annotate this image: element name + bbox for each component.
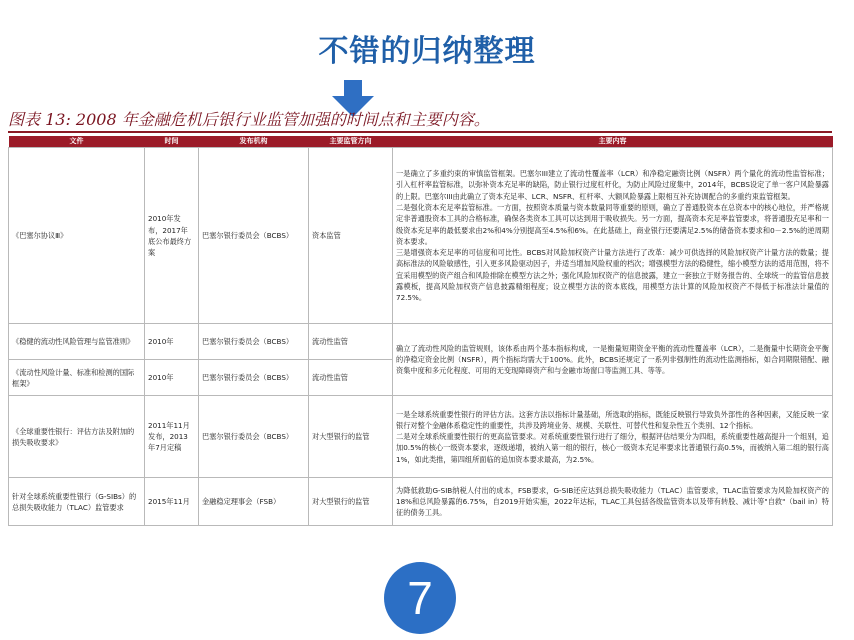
table-row <box>9 324 833 360</box>
cell-content <box>393 148 833 324</box>
cell-time: 2010年 <box>145 324 199 360</box>
content-paragraph: 二是对全球系统重要性银行的更高监管要求。对系统重要性银行进行了细分，根据评估结果分为四组，系统重要性越高提升一个组别，追加0.5%的核心一级资本要求，逐级递增，被纳入第一组的银行，核心一级资本充足率要求比普通银行高0.5%，而被纳入第二组的银行高1%，如此类推，第四组所面临的追加资本要求最高，为2.5%。 <box>396 432 829 464</box>
cell-org: 巴塞尔银行委员会（BCBS） <box>199 148 309 324</box>
cell-content <box>393 478 833 526</box>
header-file: 文件 <box>9 136 145 148</box>
cell-time: 2011年11月发布，2013年7月定稿 <box>145 396 199 478</box>
cell-direction: 流动性监管 <box>309 360 393 396</box>
cell-org: 巴塞尔银行委员会（BCBS） <box>199 396 309 478</box>
title-rule <box>8 131 832 133</box>
cell-time: 2010年 <box>145 360 199 396</box>
cell-direction: 对大型银行的监管 <box>309 478 393 526</box>
content-paragraph: 一是确立了多重约束的审慎监管框架。巴塞尔III建立了流动性覆盖率（LCR）和净稳定融资比例（NSFR）两个量化的流动性监管标准；引入杠杆率监管标准，以弥补资本充足率的缺陷，防止银行过度杠杆化，为防止风险过度集中，2014年，BCBS设定了单一客户风险暴露的上限。巴塞尔III由此确立了资本充足率、LCR、NSFR、杠杆率、大额风险暴露上限相互补充协调配合的多重约束监管框架。 <box>396 169 829 201</box>
content-paragraph: 确立了流动性风险的监管规则，该体系由两个基本指标构成，一是衡量短期资金平衡的流动性覆盖率（LCR），二是衡量中长期资金平衡的净稳定资金比例（NSFR），两个指标均需大于100%。此外，BCBS还规定了一系列非强制性的流动性监测指标，如合同期限错配、融资集中度和多元化程度、可用的无变现障碍资产和与金融市场窗口等监测工具、等等。 <box>396 343 829 376</box>
content-paragraph: 为降低救助G-SIB纳税人付出的成本，FSB要求，G-SIB还应达到总损失吸收能力（TLAC）监管要求，TLAC监管要求为风险加权资产的18%和总风险暴露的6.75%，自2019开始实施，2022年达标，TLAC工具包括各级监管资本以及带有转股、减计等"自救"（bail in）特征的债务工具。 <box>396 485 829 518</box>
cell-direction: 资本监管 <box>309 148 393 324</box>
cell-file: 《稳健的流动性风险管理与监管准则》 <box>9 324 145 360</box>
cell-direction: 流动性监管 <box>309 324 393 360</box>
cell-content <box>393 324 833 396</box>
cell-time: 2010年发布，2017年底公布最终方案 <box>145 148 199 324</box>
cell-org: 金融稳定理事会（FSB） <box>199 478 309 526</box>
cell-content <box>393 396 833 478</box>
content-paragraph: 一是全球系统重要性银行的评估方法。这套方法以指标计量基础，所选取的指标，既能反映银行导致负外部性的各种因素，又能反映一家银行对整个金融体系稳定性的重要性，共涉及跨境业务、规模、关联性、可替代性和复杂性五个类别、12个指标。 <box>396 409 829 430</box>
table-row <box>9 478 833 526</box>
cell-org: 巴塞尔银行委员会（BCBS） <box>199 360 309 396</box>
table-header-row <box>9 136 833 148</box>
cell-file: 《流动性风险计量、标准和检测的国际框架》 <box>9 360 145 396</box>
content-paragraph: 二是强化资本充足率监管标准。一方面，按照资本质量与资本数量同等重要的原则，确立了普通股资本在总资本中的核心地位，并严格规定非普通股资本工具的合格标准，确保各类资本工具可以达到用于吸收损失。另一方面，提高资本充足率监管要求，将普通股充足率和一级资本充足率的最低要求由2%和4%分别提高至4.5%和6%。在此基础上，商业银行还要满足2.5%的储备资本要求和0－2.5%的逆周期资本要求。 <box>396 202 829 246</box>
table-row <box>9 148 833 324</box>
cell-file: 《全球重要性银行：评估方法及附加的损失吸收要求》 <box>9 396 145 478</box>
header-direction: 主要监管方向 <box>309 136 393 148</box>
page-number-badge: 7 <box>384 562 456 634</box>
cell-org: 巴塞尔银行委员会（BCBS） <box>199 324 309 360</box>
table-row <box>9 396 833 478</box>
cell-file: 针对全球系统重要性银行（G-SIBs）的总损失吸收能力（TLAC）监管要求 <box>9 478 145 526</box>
figure-title: 图表 13: 2008 年金融危机后银行业监管加强的时间点和主要内容。 <box>8 110 490 129</box>
cell-direction: 对大型银行的监管 <box>309 396 393 478</box>
regulation-table <box>8 136 833 526</box>
header-org: 发布机构 <box>199 136 309 148</box>
header-content: 主要内容 <box>393 136 833 148</box>
cell-file: 《巴塞尔协议Ⅲ》 <box>9 148 145 324</box>
cell-time: 2015年11月 <box>145 478 199 526</box>
content-paragraph: 三是增强资本充足率的可信度和可比性。BCBS对风险加权资产计量方法进行了改革：减少可供选择的风险加权资产计量方法的数量；提高标准法的风险敏感性，引入更多风险驱动因子，并适当增加风险权重的档次；增强模型方法的稳健性，缩小模型方法的适用范围，将不宜采用模型的资产组合和风险排除在模型方法之外；强化风险加权资产的信息披露，建立一套独立于财务报告的、全球统一的监管信息披露模板，提高风险加权资产信息披露精细程度；设立模型方法的资本底线，用模型方法计算的风险加权资产不得低于标准法计量值的72.5%。 <box>396 248 829 303</box>
headline: 不错的归纳整理 <box>318 34 536 69</box>
header-time: 时间 <box>145 136 199 148</box>
